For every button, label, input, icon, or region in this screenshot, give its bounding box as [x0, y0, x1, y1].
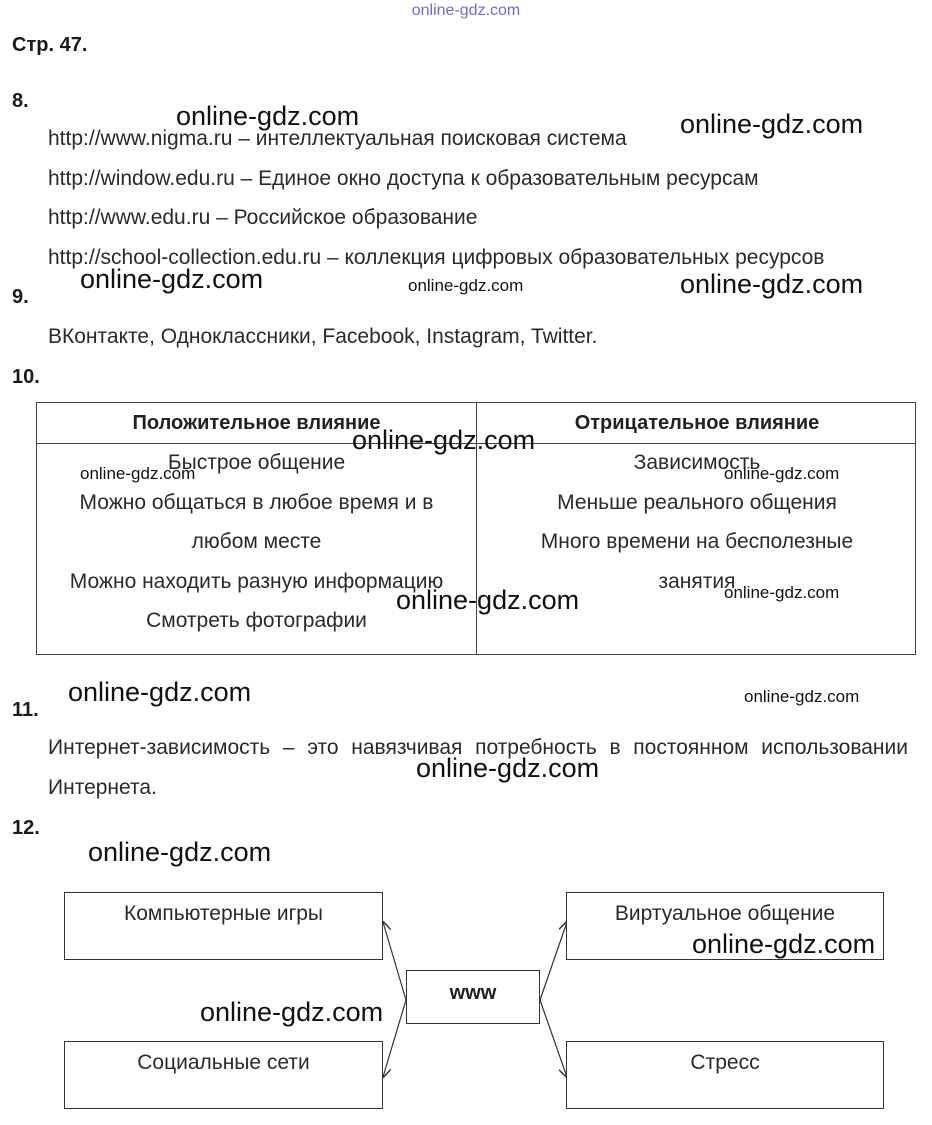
box-stress-label: Стресс — [690, 1051, 760, 1074]
positive-item: Быстрое общение — [167, 451, 346, 474]
arrow-to-stress — [540, 1000, 567, 1077]
box-virtual-communication-label: Виртуальное общение — [614, 902, 836, 925]
arrow-to-virtual — [540, 922, 567, 1000]
arrow-to-social — [383, 1000, 406, 1077]
watermark: online-gdz.com — [352, 425, 536, 455]
question-9-number: 9. — [12, 286, 29, 308]
watermark: online-gdz.com — [176, 101, 360, 131]
negative-item: Меньше реального общения — [557, 490, 837, 514]
arrow-to-games — [383, 922, 406, 1000]
positive-item: Можно находить разную информацию — [69, 569, 444, 593]
question-11-number: 11. — [12, 699, 39, 721]
watermark: online-gdz.com — [416, 753, 600, 783]
header-positive: Положительное влияние — [132, 412, 381, 434]
watermark-top: online-gdz.com — [411, 2, 521, 19]
positive-item: Можно общаться в любое время и в — [79, 490, 434, 514]
page-title: Стр. 47. — [12, 34, 88, 56]
link-line-4: http://school-collection.edu.ru – коллекция цифровых образовательных ресурсов — [48, 246, 825, 269]
watermark: online-gdz.com — [680, 109, 864, 139]
header-negative: Отрицательное влияние — [574, 412, 820, 434]
box-social-networks — [64, 1041, 383, 1109]
watermark: online-gdz.com — [80, 464, 196, 483]
watermark: online-gdz.com — [680, 269, 864, 299]
positive-item: любом месте — [191, 530, 322, 553]
question-10-number: 10. — [12, 366, 40, 388]
link-line-2: http://window.edu.ru – Единое окно доступа к образовательным ресурсам — [48, 167, 759, 190]
watermark: online-gdz.com — [692, 929, 876, 959]
watermark: online-gdz.com — [408, 276, 524, 295]
link-line-1: http://www.nigma.ru – интеллектуальная поисковая система — [48, 127, 627, 150]
internet-addiction-definition: Интернет-зависимость – это навязчивая потребность в постоянном использовании Интернета. — [48, 736, 908, 799]
link-line-3: http://www.edu.ru – Российское образование — [48, 206, 478, 229]
question-8-number: 8. — [12, 90, 29, 112]
box-stress — [566, 1041, 884, 1109]
watermark: online-gdz.com — [724, 464, 840, 483]
box-computer-games — [64, 892, 383, 960]
watermark: online-gdz.com — [724, 583, 840, 602]
watermark: online-gdz.com — [396, 585, 580, 615]
positive-item: Смотреть фотографии — [146, 609, 367, 632]
www-center-box: www — [406, 970, 540, 1024]
box-computer-games-label: Компьютерные игры — [123, 902, 324, 925]
watermark: online-gdz.com — [88, 837, 272, 867]
watermark: online-gdz.com — [744, 687, 860, 706]
watermark: online-gdz.com — [68, 677, 252, 707]
box-social-networks-label: Социальные сети — [137, 1051, 310, 1074]
watermark: online-gdz.com — [80, 264, 264, 294]
negative-item: Зависимость — [633, 451, 761, 474]
negative-item: занятия — [658, 569, 736, 593]
social-networks-text: ВКонтакте, Одноклассники, Facebook, Instagram, Twitter. — [48, 325, 598, 348]
question-12-number: 12. — [12, 817, 40, 839]
watermark: online-gdz.com — [200, 997, 384, 1027]
negative-item: Много времени на бесполезные — [540, 530, 854, 553]
